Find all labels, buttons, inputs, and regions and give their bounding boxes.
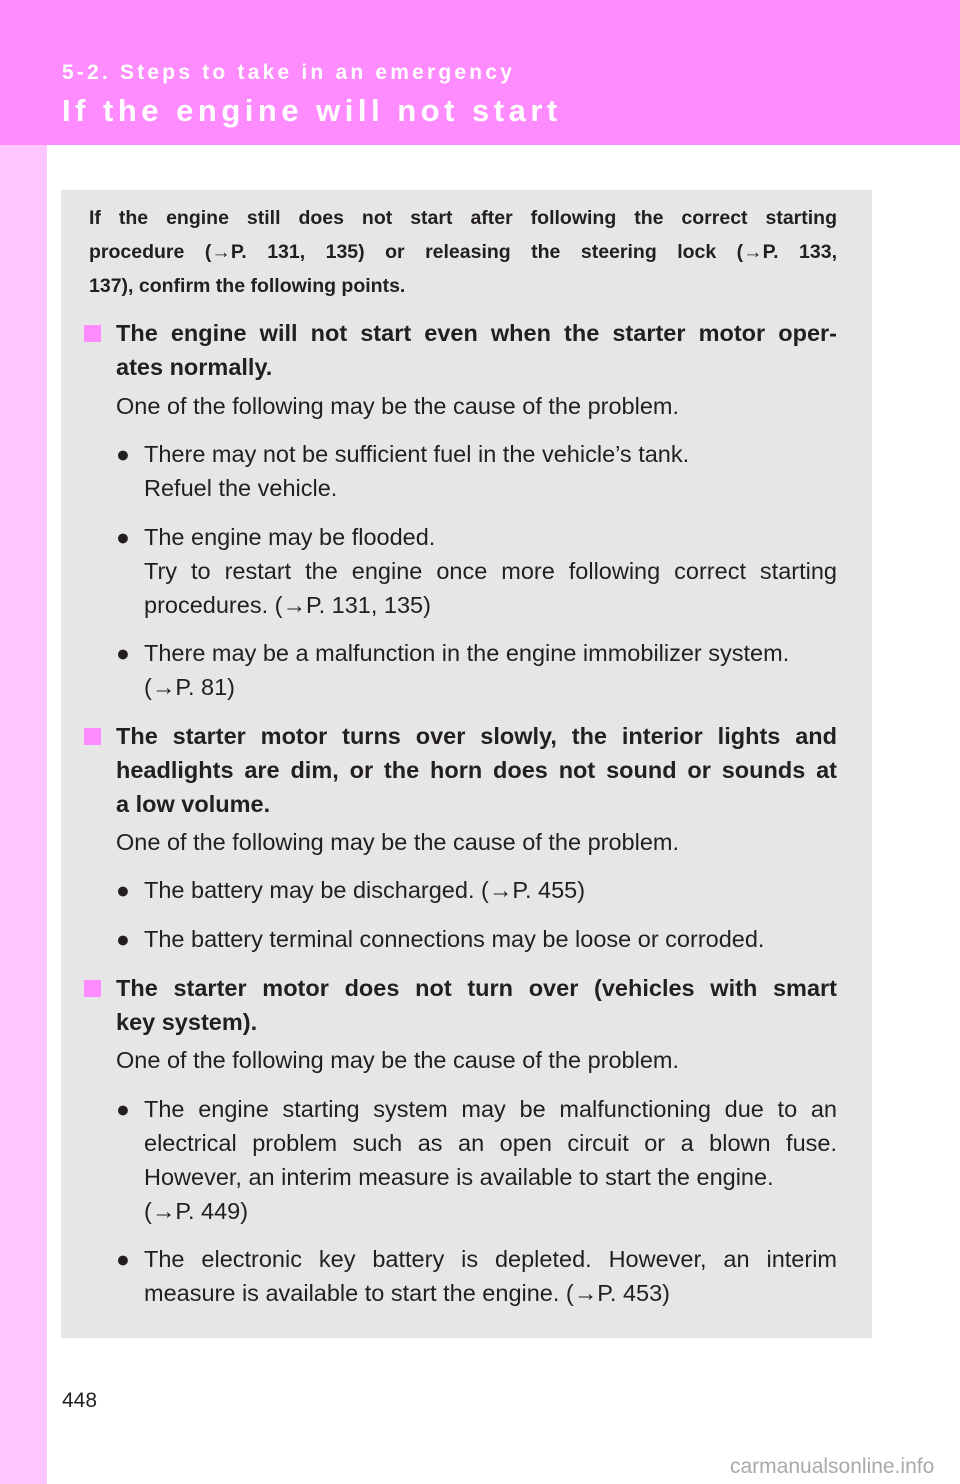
round-bullet-icon: ●	[116, 524, 130, 550]
bullet-line: (→P. 81)	[144, 674, 235, 700]
bullet-item	[144, 437, 837, 505]
page-number: 448	[62, 1389, 98, 1412]
square-bullet-icon	[84, 980, 101, 997]
watermark-text: carmanualsonline.info	[730, 1455, 935, 1478]
intro-paragraph	[89, 201, 837, 303]
intro-line: 137), confirm the following points.	[89, 275, 406, 297]
bullet-line: The battery terminal connections may be loose or corroded.	[144, 926, 765, 952]
section-label: 5-2. Steps to take in an emergency	[62, 61, 516, 84]
bullet-line: measure is available to start the engine. (→P. 453)	[144, 1280, 670, 1306]
heading-line: The starter motor turns over slowly, the interior lights and	[116, 723, 837, 749]
bullet-line: The electronic key battery is depleted. However, an interim	[144, 1246, 837, 1272]
bullet-item	[144, 922, 837, 956]
bullet-item	[144, 1242, 837, 1310]
heading-line: ates normally.	[116, 354, 273, 380]
cause-text: One of the following may be the cause of the problem.	[116, 829, 680, 855]
cause-text: One of the following may be the cause of the problem.	[116, 1047, 680, 1073]
round-bullet-icon: ●	[116, 441, 130, 467]
bullet-line: The engine starting system may be malfunctioning due to an	[144, 1096, 837, 1122]
square-bullet-icon	[84, 728, 101, 745]
bullet-item	[144, 1092, 837, 1228]
bullet-line: There may not be sufficient fuel in the vehicle’s tank.	[144, 441, 690, 467]
heading-line: headlights are dim, or the horn does not sound or sounds at	[116, 757, 837, 783]
square-bullet-icon	[84, 325, 101, 342]
round-bullet-icon: ●	[116, 1246, 130, 1272]
page-title: If the engine will not start	[62, 93, 562, 128]
bullet-item	[144, 520, 837, 622]
bullet-line: Try to restart the engine once more following correct starting	[144, 558, 837, 584]
bullet-line: The battery may be discharged. (→P. 455)	[144, 877, 586, 903]
heading-line: a low volume.	[116, 791, 271, 817]
bullet-item	[144, 873, 837, 907]
section-heading	[116, 316, 837, 384]
round-bullet-icon: ●	[116, 926, 130, 952]
intro-line: procedure (→P. 131, 135) or releasing the steering lock (→P. 133,	[89, 241, 837, 263]
cause-text: One of the following may be the cause of the problem.	[116, 393, 680, 419]
section-heading	[116, 971, 837, 1039]
heading-line: The engine will not start even when the starter motor oper-	[116, 320, 837, 346]
bullet-line: Refuel the vehicle.	[144, 475, 338, 501]
bullet-line: electrical problem such as an open circuit or a blown fuse.	[144, 1130, 837, 1156]
bullet-line: However, an interim measure is available to start the engine.	[144, 1164, 774, 1190]
round-bullet-icon: ●	[116, 877, 130, 903]
bullet-line: (→P. 449)	[144, 1198, 249, 1224]
bullet-line: There may be a malfunction in the engine immobilizer system.	[144, 640, 790, 666]
round-bullet-icon: ●	[116, 640, 130, 666]
bullet-item	[144, 636, 837, 704]
bullet-line: The engine may be flooded.	[144, 524, 436, 550]
round-bullet-icon: ●	[116, 1096, 130, 1122]
heading-line: key system).	[116, 1009, 258, 1035]
page-sidebar-band	[0, 0, 47, 1484]
bullet-line: procedures. (→P. 131, 135)	[144, 592, 431, 618]
intro-line: If the engine still does not start after following the correct starting	[89, 207, 837, 229]
heading-line: The starter motor does not turn over (vehicles with smart	[116, 975, 837, 1001]
section-heading	[116, 719, 837, 821]
